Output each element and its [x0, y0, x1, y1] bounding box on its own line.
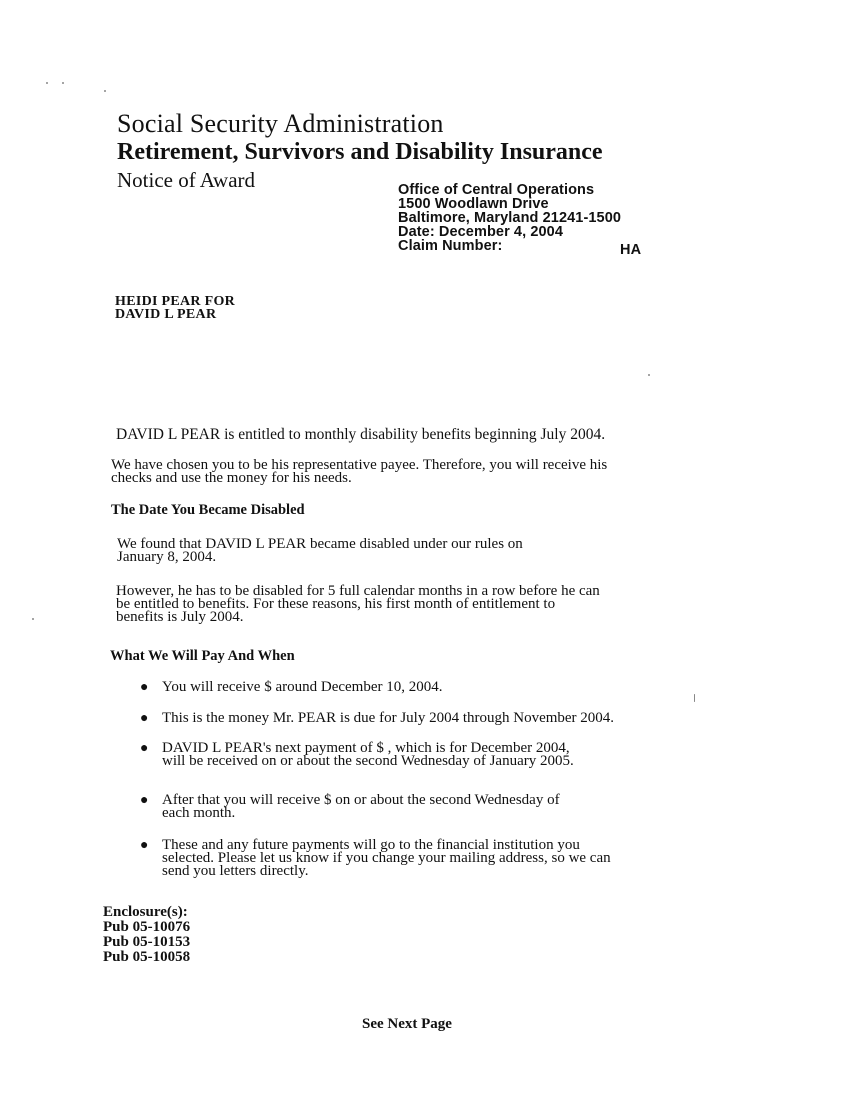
scan-speck: [648, 374, 650, 376]
waiting-line-2: be entitled to benefits. For these reasons, his first month of entitlement to: [116, 596, 556, 612]
scan-speck: [104, 90, 106, 92]
recipient-address: [115, 295, 235, 321]
bullet-line: will be received on or about the second Wednesday of January 2005.: [162, 753, 574, 769]
disabled-date-heading: The Date You Became Disabled: [111, 502, 305, 518]
agency-name: Social Security Administration: [117, 109, 444, 138]
bullet-dot: ●: [140, 711, 149, 726]
scan-speck: [62, 82, 64, 84]
claim-number-label: Claim Number:: [398, 238, 503, 254]
payee-line-2: checks and use the money for his needs.: [111, 470, 352, 486]
bullet-line: This is the money Mr. PEAR is due for July 2004 through November 2004.: [162, 710, 615, 726]
waiting-line-1: However, he has to be disabled for 5 full calendar months in a row before he can: [116, 583, 600, 599]
claim-number-suffix: HA: [620, 242, 642, 258]
office-address-block: [398, 182, 698, 258]
see-next-page: See Next Page: [362, 1016, 452, 1032]
office-name: Office of Central Operations: [398, 182, 595, 198]
bullet-line: DAVID L PEAR's next payment of $ , which is for December 2004,: [162, 740, 570, 756]
recipient-line-1: HEIDI PEAR FOR: [115, 294, 236, 309]
notice-type: Notice of Award: [117, 168, 256, 192]
bullet-line: send you letters directly.: [162, 863, 309, 879]
bullet-line: These and any future payments will go to the financial institution you: [162, 837, 580, 853]
bullet-text: [162, 712, 742, 725]
office-city: Baltimore, Maryland 21241-1500: [398, 210, 622, 226]
waiting-line-3: benefits is July 2004.: [116, 609, 244, 625]
recipient-line-2: DAVID L PEAR: [115, 307, 217, 322]
bullet-line: selected. Please let us know if you change your mailing address, so we can: [162, 850, 611, 866]
bullet-text: [162, 742, 742, 768]
program-name: Retirement, Survivors and Disability Insurance: [117, 139, 603, 165]
enclosure-item: Pub 05-10058: [103, 949, 191, 965]
notice-date: Date: December 4, 2004: [398, 224, 564, 240]
bullet-dot: ●: [140, 741, 149, 756]
scan-speck: [46, 82, 48, 84]
enclosures-list: [103, 905, 190, 965]
enclosure-item: Pub 05-10076: [103, 919, 191, 935]
payee-paragraph: [111, 459, 771, 485]
bullet-dot: ●: [140, 680, 149, 695]
bullet-dot: ●: [140, 838, 149, 853]
enclosures-label: Enclosure(s):: [103, 904, 188, 920]
disabled-finding-paragraph: [117, 538, 737, 564]
scan-speck: [694, 694, 695, 702]
bullet-dot: ●: [140, 793, 149, 808]
finding-line-2: January 8, 2004.: [117, 549, 217, 565]
bullet-line: You will receive $ around December 10, 2004.: [162, 679, 443, 695]
finding-line-1: We found that DAVID L PEAR became disabled under our rules on: [117, 536, 523, 552]
bullet-text: [162, 839, 742, 878]
waiting-period-paragraph: [116, 585, 756, 624]
bullet-line: After that you will receive $ on or about the second Wednesday of: [162, 792, 560, 808]
bullet-text: [162, 794, 742, 820]
scan-speck: [32, 618, 34, 620]
claim-number-row: [398, 238, 698, 258]
letter-header: [117, 110, 737, 192]
enclosure-item: Pub 05-10153: [103, 934, 191, 950]
bullet-line: each month.: [162, 805, 236, 821]
bullet-text: [162, 681, 742, 694]
payee-line-1: We have chosen you to be his representative payee. Therefore, you will receive his: [111, 457, 608, 473]
payment-heading: What We Will Pay And When: [110, 648, 295, 664]
office-street: 1500 Woodlawn Drive: [398, 196, 549, 212]
entitlement-statement: DAVID L PEAR is entitled to monthly disability benefits beginning July 2004.: [116, 426, 606, 443]
